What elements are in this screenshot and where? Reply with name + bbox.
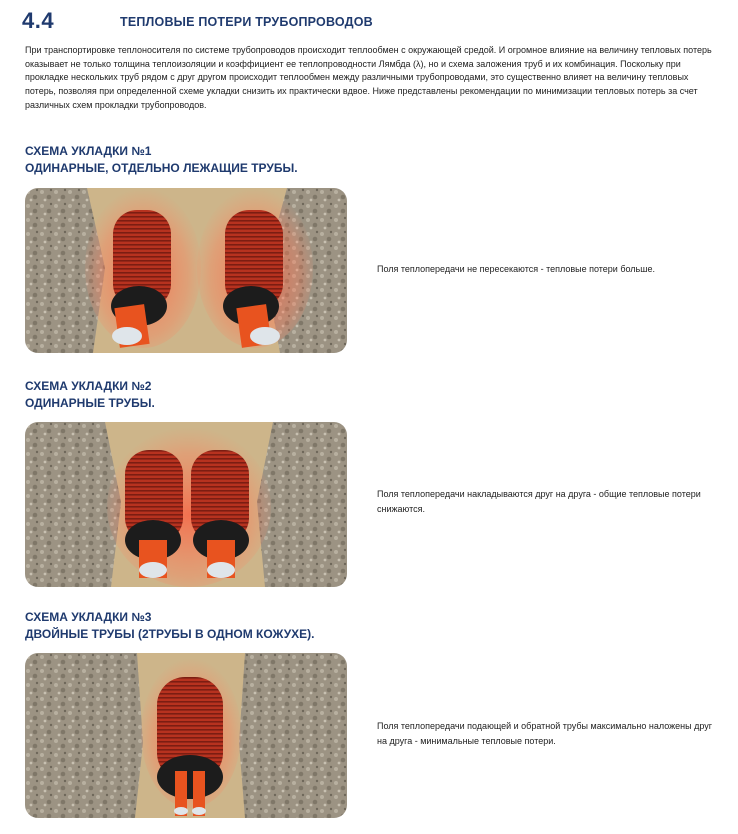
scheme-1-illustration <box>25 188 347 353</box>
scheme-2-caption: Поля теплопередачи накладываются друг на друга - общие тепловые потери снижаются. <box>377 489 701 514</box>
scheme-1-caption: Поля теплопередачи не пересекаются - тепловые потери больше. <box>377 264 655 274</box>
scheme-3-caption: Поля теплопередачи подающей и обратной трубы максимально наложены друг на друга - минимальные тепловые потери. <box>377 721 713 746</box>
scheme-1-title: СХЕМА УКЛАДКИ №1 <box>25 144 152 158</box>
section-number: 4.4 <box>22 8 55 33</box>
scheme-1-heading <box>25 143 298 177</box>
scheme-2-heading <box>25 378 155 412</box>
scheme-2-title: СХЕМА УКЛАДКИ №2 <box>25 379 152 393</box>
scheme-2-illustration <box>25 422 347 587</box>
scheme-2-subtitle: ОДИНАРНЫЕ ТРУБЫ. <box>25 396 155 410</box>
scheme-3-title: СХЕМА УКЛАДКИ №3 <box>25 610 152 624</box>
scheme-3-heading <box>25 609 315 643</box>
intro-paragraph: При транспортировке теплоносителя по системе трубопроводов происходит теплообмен с окружающей средой. И огромное влияние на величину тепловых потерь оказывает не только толщина теплоизоляции и коэффициент ее теплопроводности Лямбда (λ), но и схема заложения труб и их комбинация. Поскольку при прокладке нескольких труб рядом с друг другом происходит теплообмен между различными трубопроводами, это существенно влияет на величину тепловых потерь, позволяя при определенной схеме укладки снизить их практически вдвое. Ниже представлены рекомендации по минимизации тепловых потерь за счет различных схем прокладки трубопроводов. <box>25 45 712 110</box>
scheme-3-subtitle: ДВОЙНЫЕ ТРУБЫ (2ТРУБЫ В ОДНОМ КОЖУХЕ). <box>25 627 315 641</box>
section-title: ТЕПЛОВЫЕ ПОТЕРИ ТРУБОПРОВОДОВ <box>120 15 373 29</box>
scheme-1-subtitle: ОДИНАРНЫЕ, ОТДЕЛЬНО ЛЕЖАЩИЕ ТРУБЫ. <box>25 161 298 175</box>
scheme-3-illustration <box>25 653 347 818</box>
